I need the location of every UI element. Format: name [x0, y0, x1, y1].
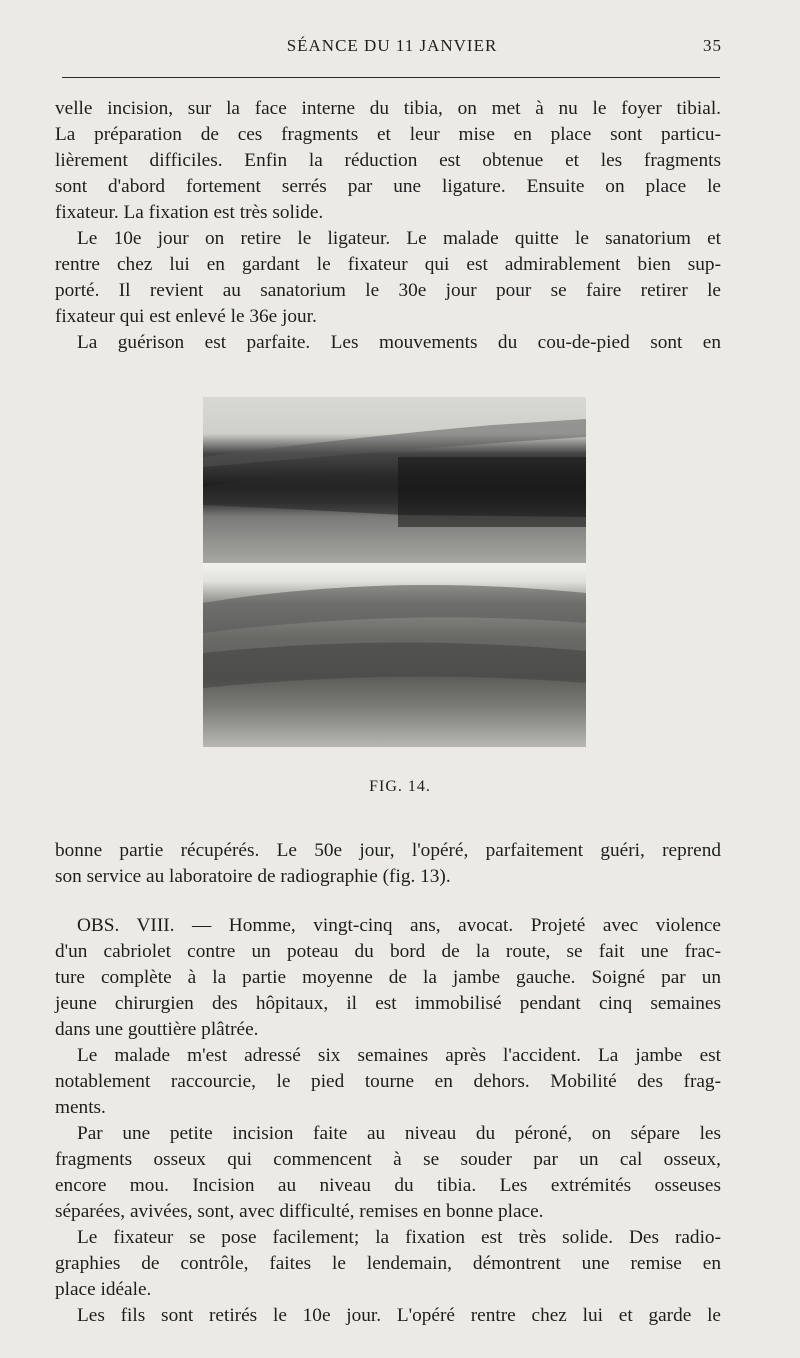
text-line: ments. [55, 1097, 106, 1118]
text-line: sont d'abord fortement serrés par une ligature. Ensuite on place le [55, 176, 721, 197]
text-line: velle incision, sur la face interne du tibia, on met à nu le foyer tibial. [55, 98, 721, 119]
text-line: porté. Il revient au sanatorium le 30e jour pour se faire retirer le [55, 280, 721, 301]
text-line: fixateur qui est enlevé le 36e jour. [55, 306, 317, 327]
text-line: Le fixateur se pose facilement; la fixation est très solide. Des radio- [77, 1227, 721, 1248]
text-line: d'un cabriolet contre un poteau du bord de la route, se fait une frac- [55, 941, 721, 962]
text-line: dans une gouttière plâtrée. [55, 1019, 259, 1040]
text-line: Le malade m'est adressé six semaines après l'accident. La jambe est [77, 1045, 721, 1066]
radiograph-bottom [203, 563, 586, 747]
text-line: La préparation de ces fragments et leur mise en place sont particu- [55, 124, 721, 145]
page-number: 35 [703, 36, 722, 55]
radiograph-top [203, 397, 586, 563]
figure-caption: FIG. 14. [369, 778, 431, 795]
text-line: ture complète à la partie moyenne de la jambe gauche. Soigné par un [55, 967, 721, 988]
header-title: SÉANCE DU 11 JANVIER [286, 36, 498, 55]
text-line: Par une petite incision faite au niveau du péroné, on sépare les [77, 1123, 721, 1144]
text-line: graphies de contrôle, faites le lendemain, démontrent une remise en [55, 1253, 721, 1274]
text-line: fragments osseux qui commencent à se souder par un cal osseux, [55, 1149, 721, 1170]
text-block-bottom [55, 913, 721, 1329]
text-line: fixateur. La fixation est très solide. [55, 202, 324, 223]
text-line: lièrement difficiles. Enfin la réduction est obtenue et les fragments [55, 150, 721, 171]
text-line: Le 10e jour on retire le ligateur. Le malade quitte le sanatorium et [77, 228, 721, 249]
text-line: La guérison est parfaite. Les mouvements du cou-de-pied sont en [77, 332, 721, 353]
radiograph-figure [203, 397, 586, 747]
text-line: séparées, avivées, sont, avec difficulté, remises en bonne place. [55, 1201, 544, 1222]
text-block-middle [55, 838, 721, 890]
text-line: son service au laboratoire de radiographie (fig. 13). [55, 866, 451, 887]
text-line: jeune chirurgien des hôpitaux, il est immobilisé pendant cinq semaines [55, 993, 721, 1014]
text-line: notablement raccourcie, le pied tourne en dehors. Mobilité des frag- [55, 1071, 721, 1092]
text-line: bonne partie récupérés. Le 50e jour, l'opéré, parfaitement guéri, reprend [55, 840, 721, 861]
text-line: place idéale. [55, 1279, 152, 1300]
text-line: rentre chez lui en gardant le fixateur qui est admirablement bien sup- [55, 254, 721, 275]
header-rule [62, 77, 720, 78]
text-line: OBS. VIII. — Homme, vingt-cinq ans, avocat. Projeté avec violence [77, 915, 721, 936]
running-header [62, 36, 722, 58]
text-block-top [55, 96, 721, 356]
text-line: Les fils sont retirés le 10e jour. L'opéré rentre chez lui et garde le [77, 1305, 721, 1326]
text-line: encore mou. Incision au niveau du tibia. Les extrémités osseuses [55, 1175, 721, 1196]
